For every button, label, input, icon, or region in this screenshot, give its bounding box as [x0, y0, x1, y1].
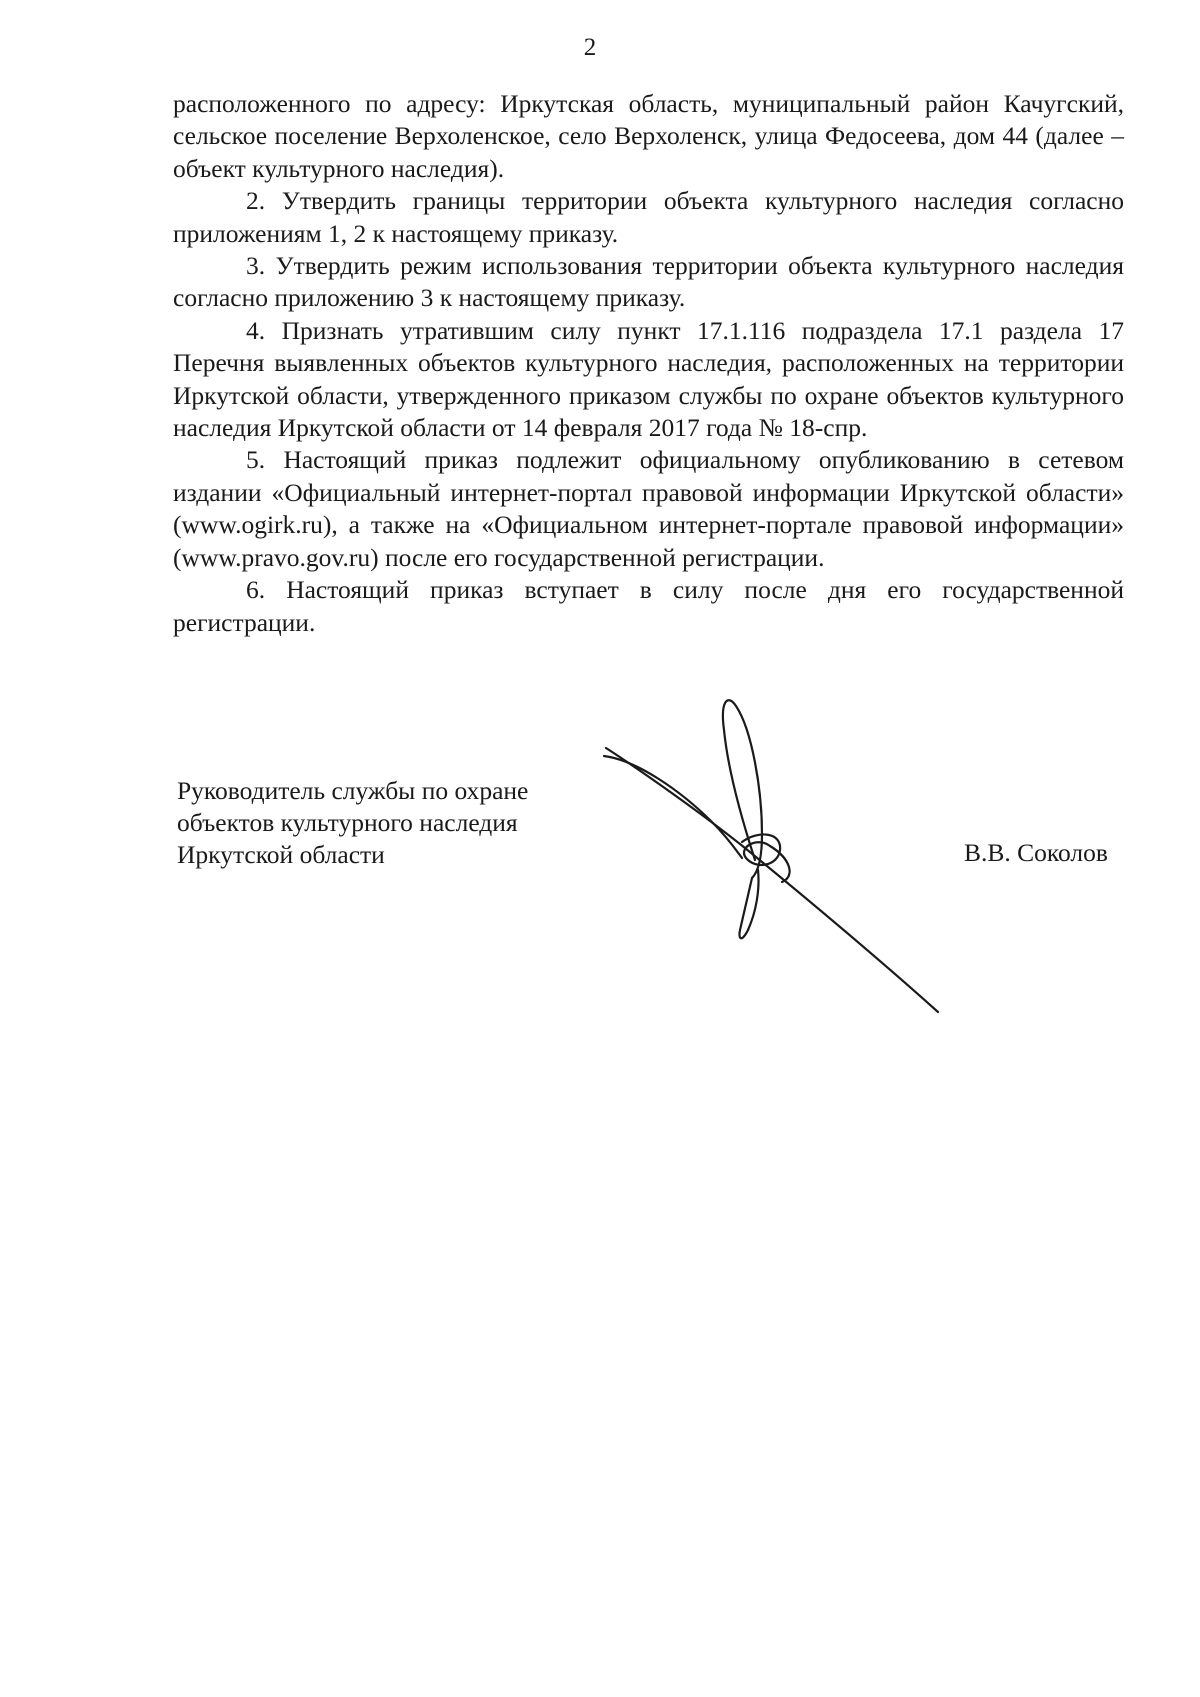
- signatory-name: В.В. Соколов: [964, 838, 1108, 867]
- signature-diagonal-stroke: [606, 748, 938, 1012]
- document-body: [173, 88, 1124, 639]
- signature-entry-stroke: [604, 756, 742, 858]
- signatory-position-line: Руководитель службы по охране: [177, 776, 529, 805]
- signature-upper-loop: [723, 700, 762, 878]
- paragraph-item-3: 3. Утвердить режим использования территории объекта культурного наследия согласно приложению 3 к настоящему приказу.: [173, 251, 1124, 313]
- paragraph-item-4: 4. Признать утратившим силу пункт 17.1.116 подраздела 17.1 раздела 17 Перечня выявленных объектов культурного наследия, расположенных на территории Иркутской области, утвержденного приказом службы по охране объектов культурного наследия Иркутской области от 14 февраля 2017 года № 18-спр.: [173, 315, 1124, 443]
- page-number: 2: [583, 34, 597, 61]
- signatory-position-line: объектов культурного наследия: [177, 808, 518, 837]
- signatory-position: [177, 775, 528, 871]
- signature-knot: [742, 834, 790, 882]
- paragraph-address-continuation: расположенного по адресу: Иркутская область, муниципальный район Качугский, сельское поселение Верхоленское, село Верхоленск, улица Федосеева, дом 44 (далее – объект культурного наследия).: [173, 89, 1124, 183]
- paragraph-item-6: 6. Настоящий приказ вступает в силу после дня его государственной регистрации.: [173, 575, 1124, 637]
- paragraph-item-2: 2. Утвердить границы территории объекта культурного наследия согласно приложениям 1, 2 к настоящему приказу.: [173, 186, 1124, 248]
- paragraph-item-5: 5. Настоящий приказ подлежит официальному опубликованию в сетевом издании «Официальный интернет-портал правовой информации Иркутской области» (www.ogirk.ru), а также на «Официальном интернет-портале правовой информации» (www.pravo.gov.ru) после его государственной регистрации.: [173, 445, 1124, 572]
- signature-stem: [739, 870, 758, 938]
- signatory-position-line: Иркутской области: [177, 840, 385, 869]
